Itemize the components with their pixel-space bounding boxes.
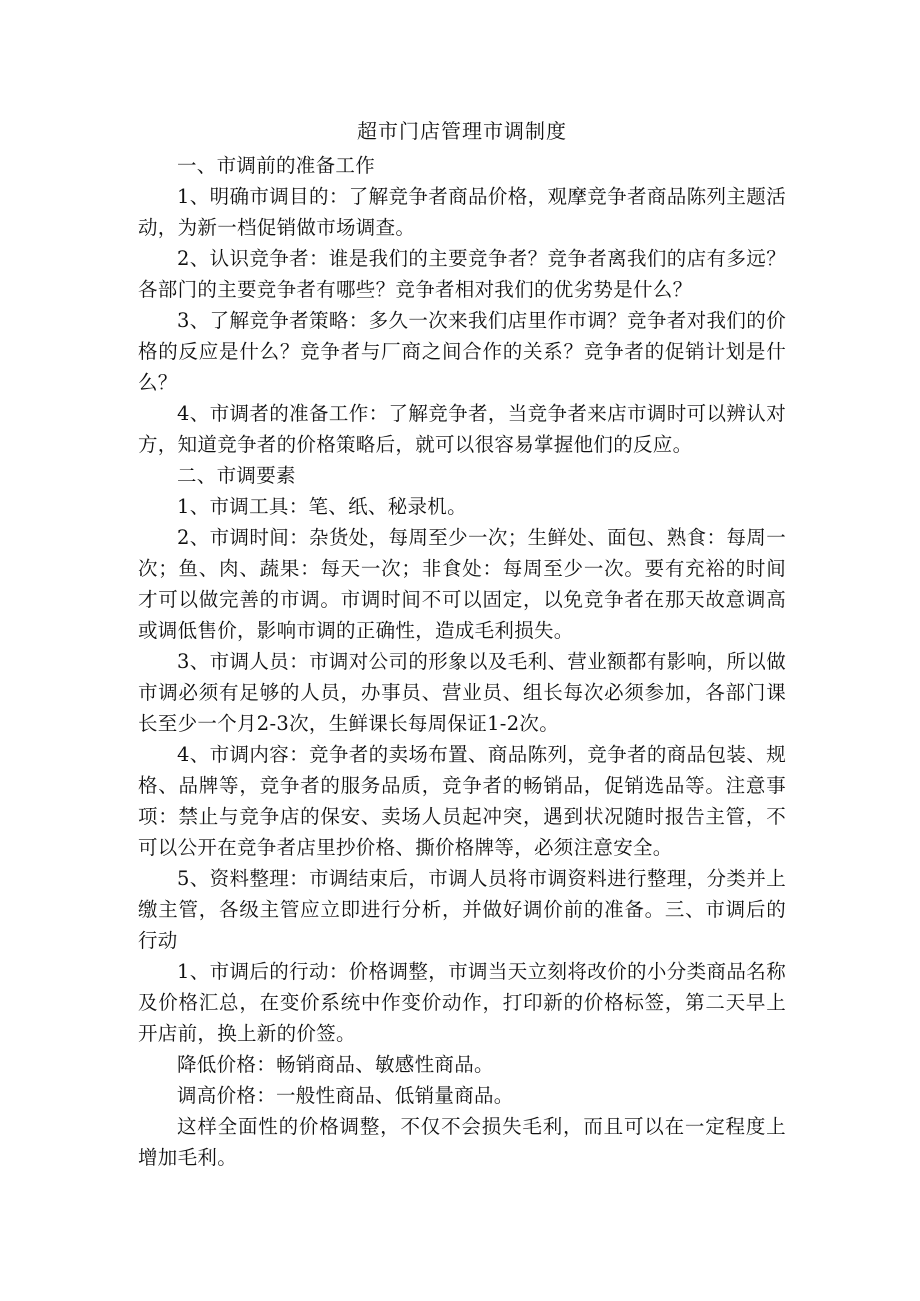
- paragraph: 4、市调者的准备工作：了解竞争者，当竞争者来店市调时可以辨认对方，知道竞争者的价格策略后，就可以很容易掌握他们的反应。: [138, 402, 786, 456]
- paragraph: 1、明确市调目的：了解竞争者商品价格，观摩竞争者商品陈列主题活动，为新一档促销做市场调查。: [138, 185, 786, 239]
- paragraph: 降低价格：畅销商品、敏感性商品。: [177, 1053, 494, 1076]
- paragraph: 1、市调工具：笔、纸、秘录机。: [177, 495, 467, 518]
- section-heading-2: 二、市调要素: [177, 464, 296, 487]
- paragraph: 3、了解竞争者策略：多久一次来我们店里作市调？竞争者对我们的价格的反应是什么？竞争者与厂商之间合作的关系？竞争者的促销计划是什么？: [138, 309, 786, 394]
- paragraph: 5、资料整理：市调结束后，市调人员将市调资料进行整理，分类并上缴主管，各级主管应立即进行分析，并做好调价前的准备。三、市调后的行动: [138, 867, 786, 952]
- section-heading-1: 一、市调前的准备工作: [177, 154, 376, 177]
- paragraph: 3、市调人员：市调对公司的形象以及毛利、营业额都有影响，所以做市调必须有足够的人员，办事员、营业员、组长每次必须参加，各部门课长至少一个月2-3次，生鲜课长每周保证1-2次。: [138, 650, 786, 735]
- document-title: 超市门店管理市调制度: [357, 119, 567, 143]
- paragraph: 这样全面性的价格调整，不仅不会损失毛利，而且可以在一定程度上增加毛利。: [138, 1115, 786, 1169]
- document-page: [138, 112, 786, 1173]
- paragraph: 1、市调后的行动：价格调整，市调当天立刻将改价的小分类商品名称及价格汇总，在变价系统中作变价动作，打印新的价格标签，第二天早上开店前，换上新的价签。: [138, 960, 786, 1045]
- paragraph: 2、认识竞争者：谁是我们的主要竞争者？竞争者离我们的店有多远？各部门的主要竞争者有哪些？竞争者相对我们的优劣势是什么？: [138, 247, 786, 301]
- paragraph: 4、市调内容：竞争者的卖场布置、商品陈列，竞争者的商品包装、规格、品牌等，竞争者的服务品质，竞争者的畅销品，促销选品等。注意事项：禁止与竞争店的保安、卖场人员起冲突，遇到状况随时报告主管，不可以公开在竞争者店里抄价格、撕价格牌等，必须注意安全。: [138, 743, 786, 859]
- paragraph: 调高价格：一般性商品、低销量商品。: [177, 1084, 514, 1107]
- paragraph: 2、市调时间：杂货处，每周至少一次；生鲜处、面包、熟食：每周一次；鱼、肉、蔬果：每天一次；非食处：每周至少一次。要有充裕的时间才可以做完善的市调。市调时间不可以固定，以免竞争者在那天故意调高或调低售价，影响市调的正确性，造成毛利损失。: [138, 526, 786, 642]
